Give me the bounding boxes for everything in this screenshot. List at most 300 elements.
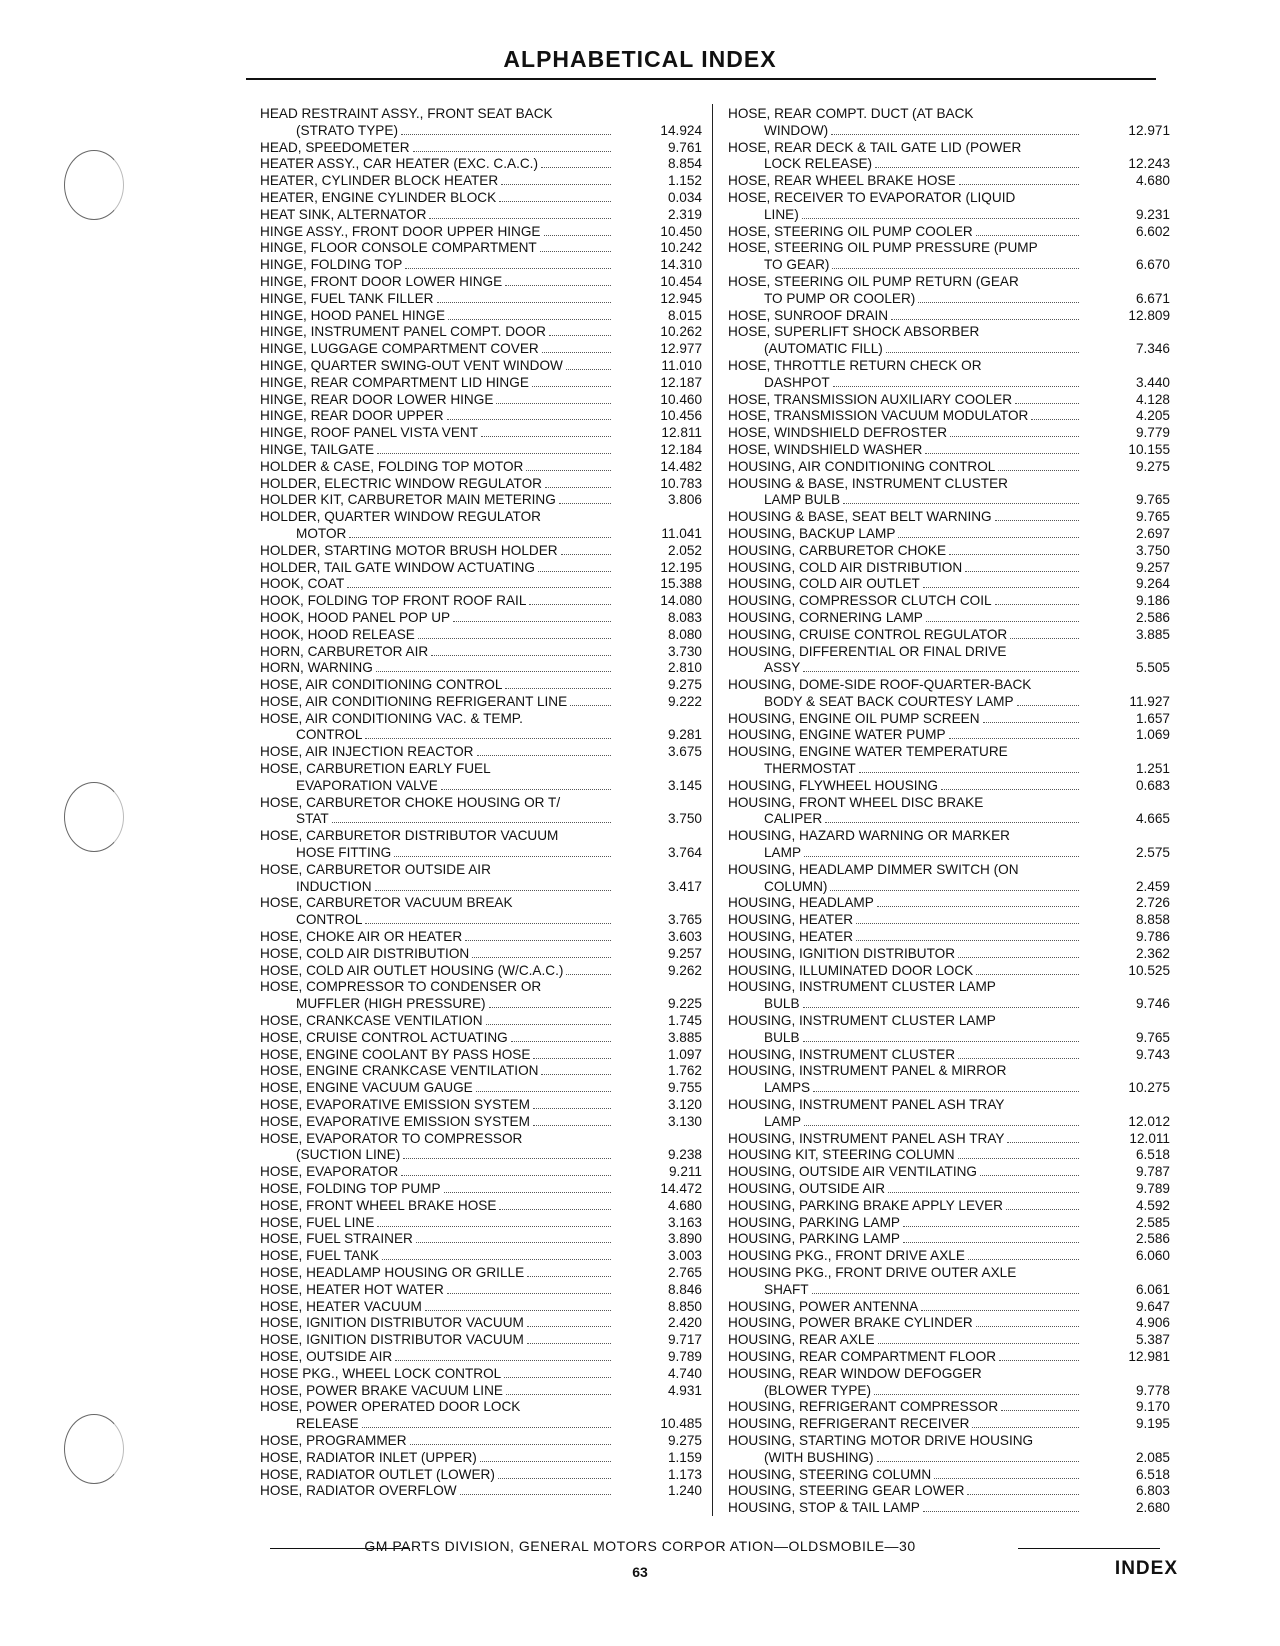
entry-line — [260, 1131, 614, 1148]
index-entry — [260, 375, 702, 392]
entry-description — [260, 1248, 614, 1265]
index-entry — [728, 543, 1170, 560]
entry-reference-number: 2.420 — [667, 1315, 702, 1331]
index-entry — [728, 324, 1170, 358]
entry-description — [260, 1131, 614, 1165]
entry-description — [728, 476, 1082, 510]
entry-line — [260, 1030, 614, 1047]
index-entry — [260, 610, 702, 627]
dot-leader — [431, 645, 611, 656]
dot-leader — [923, 1501, 1079, 1512]
entry-reference-number: 9.755 — [667, 1080, 702, 1096]
entry-text: HINGE, QUARTER SWING-OUT VENT WINDOW — [260, 357, 563, 373]
entry-line — [260, 492, 614, 509]
entry-line — [260, 1097, 614, 1114]
index-entry — [260, 963, 702, 980]
index-entry — [728, 140, 1170, 174]
entry-line — [728, 593, 1082, 610]
entry-reference-number: 14.472 — [660, 1181, 702, 1196]
entry-text: HOUSING PKG., FRONT DRIVE OUTER AXLE — [728, 1264, 1017, 1280]
entry-line — [728, 862, 1082, 879]
index-entry — [260, 1047, 702, 1064]
entry-description — [260, 1063, 614, 1080]
entry-text: HINGE, HOOD PANEL HINGE — [260, 307, 446, 323]
entry-reference-number: 5.387 — [1135, 1332, 1170, 1348]
entry-text: LAMP — [764, 845, 802, 861]
dot-leader — [441, 779, 611, 790]
entry-continuation-line — [260, 123, 614, 140]
entry-reference-number: 2.680 — [1135, 1500, 1170, 1516]
dot-leader — [499, 1199, 611, 1210]
dot-leader — [926, 611, 1079, 622]
entry-text: HEAD, SPEEDOMETER — [260, 139, 410, 155]
entry-description — [728, 677, 1082, 711]
dot-leader — [903, 1232, 1079, 1243]
dot-leader — [429, 208, 611, 219]
footer-text: GM PARTS DIVISION, GENERAL MOTORS CORPOR ATION—OLDSMOBILE—30 — [364, 1538, 916, 1554]
entry-text: HOSE, EVAPORATIVE EMISSION SYSTEM — [260, 1097, 530, 1113]
entry-reference-number: 9.264 — [1135, 576, 1170, 592]
entry-text: HOUSING, FRONT WHEEL DISC BRAKE — [728, 794, 984, 810]
entry-line — [260, 509, 614, 526]
entry-line — [260, 324, 614, 341]
entry-text: HOSE, FRONT WHEEL BRAKE HOSE — [260, 1197, 497, 1213]
index-entry — [260, 156, 702, 173]
dot-leader — [891, 309, 1079, 320]
entry-reference-number: 3.764 — [667, 845, 702, 861]
entry-text: HOUSING, PARKING LAMP — [728, 1214, 900, 1230]
entry-reference-number: 14.482 — [660, 458, 702, 474]
entry-description — [728, 324, 1082, 358]
entry-reference-number: 6.803 — [1135, 1483, 1170, 1499]
dot-leader — [460, 1484, 611, 1495]
dot-leader — [833, 376, 1079, 387]
dot-leader — [541, 1064, 611, 1075]
entry-text: HOUSING, BACKUP LAMP — [728, 525, 896, 541]
index-entry — [728, 173, 1170, 190]
entry-description — [260, 1231, 614, 1248]
index-entry — [260, 341, 702, 358]
index-entry — [260, 795, 702, 829]
entry-reference-number: 9.789 — [667, 1348, 702, 1364]
entry-text: HOUSING, COMPRESSOR CLUTCH COIL — [728, 593, 992, 609]
entry-text: HEATER, ENGINE CYLINDER BLOCK — [260, 189, 497, 205]
entry-line — [728, 1215, 1082, 1232]
entry-line — [728, 778, 1082, 795]
dot-leader — [544, 225, 612, 236]
entry-line — [728, 1265, 1082, 1282]
entry-reference-number: 4.680 — [667, 1197, 702, 1213]
entry-line — [728, 392, 1082, 409]
index-entry — [260, 862, 702, 896]
entry-text: HOSE, RADIATOR OUTLET (LOWER) — [260, 1466, 495, 1482]
entry-description — [728, 1215, 1082, 1232]
entry-line — [260, 476, 614, 493]
entry-continuation-line — [260, 778, 614, 795]
entry-line — [728, 560, 1082, 577]
entry-description — [260, 1080, 614, 1097]
entry-reference-number: 1.069 — [1135, 727, 1170, 743]
entry-line — [260, 308, 614, 325]
entry-reference-number: 12.945 — [660, 290, 702, 306]
entry-line — [728, 1332, 1082, 1349]
index-entry — [728, 1500, 1170, 1517]
dot-leader — [332, 812, 611, 823]
entry-text: HINGE, REAR DOOR LOWER HINGE — [260, 391, 494, 407]
dot-leader — [559, 493, 611, 504]
entry-line — [728, 1147, 1082, 1164]
entry-line — [260, 761, 614, 778]
entry-text: HINGE, TAILGATE — [260, 441, 375, 457]
entry-description — [260, 963, 614, 980]
entry-line — [728, 224, 1082, 241]
entry-continuation-line — [260, 845, 614, 862]
entry-line — [728, 1467, 1082, 1484]
entry-text: CONTROL — [296, 727, 363, 743]
index-entry — [260, 828, 702, 862]
dot-leader — [382, 1249, 611, 1260]
entry-description — [260, 1467, 614, 1484]
entry-reference-number: 11.010 — [661, 357, 702, 373]
index-entry — [260, 644, 702, 661]
index-entry — [728, 576, 1170, 593]
entry-reference-number: 3.885 — [667, 1029, 702, 1045]
entry-text: HOSE, EVAPORATIVE EMISSION SYSTEM — [260, 1113, 530, 1129]
entry-text: HOSE, WINDSHIELD WASHER — [728, 441, 923, 457]
entry-line — [728, 1063, 1082, 1080]
entry-continuation-line — [728, 996, 1082, 1013]
entry-text: HOUSING, HEATER — [728, 912, 854, 928]
dot-leader — [349, 527, 611, 538]
entry-line — [728, 240, 1082, 257]
entry-description — [260, 324, 614, 341]
entry-continuation-line — [728, 291, 1082, 308]
entry-continuation-line — [728, 375, 1082, 392]
entry-line — [260, 610, 614, 627]
entry-description — [728, 560, 1082, 577]
entry-description — [260, 492, 614, 509]
dot-leader — [856, 930, 1079, 941]
dot-leader — [1007, 1132, 1079, 1143]
entry-reference-number: 2.810 — [667, 660, 702, 676]
index-entry — [260, 1198, 702, 1215]
entry-text: HOSE, STEERING OIL PUMP COOLER — [728, 223, 973, 239]
entry-description — [260, 895, 614, 929]
entry-text: HINGE, FOLDING TOP — [260, 257, 403, 273]
entry-text: DASHPOT — [764, 374, 830, 390]
entry-reference-number: 9.238 — [667, 1147, 702, 1163]
entry-text: HOSE, ENGINE CRANKCASE VENTILATION — [260, 1063, 539, 1079]
index-entry — [260, 761, 702, 795]
entry-line — [728, 677, 1082, 694]
entry-reference-number: 12.184 — [660, 441, 702, 457]
entry-line — [728, 963, 1082, 980]
entry-text: HOSE, AIR CONDITIONING CONTROL — [260, 677, 503, 693]
dot-leader — [506, 1384, 611, 1395]
dot-leader — [526, 460, 611, 471]
entry-description — [260, 862, 614, 896]
index-entry — [260, 560, 702, 577]
entry-continuation-line — [728, 761, 1082, 778]
entry-text: STAT — [296, 811, 329, 827]
entry-description — [260, 106, 614, 140]
dot-leader — [377, 443, 611, 454]
entry-text: HINGE ASSY., FRONT DOOR UPPER HINGE — [260, 223, 541, 239]
dot-leader — [425, 1300, 611, 1311]
entry-continuation-line — [728, 1080, 1082, 1097]
entry-reference-number: 9.231 — [1135, 206, 1170, 222]
entry-description — [728, 895, 1082, 912]
entry-description — [260, 1433, 614, 1450]
dot-leader — [527, 1316, 611, 1327]
index-entry — [728, 1147, 1170, 1164]
index-entry — [728, 912, 1170, 929]
entry-description — [260, 459, 614, 476]
entry-line — [260, 593, 614, 610]
entry-line — [728, 1131, 1082, 1148]
entry-line — [260, 190, 614, 207]
footer-rule-right — [1018, 1548, 1160, 1549]
dot-leader — [545, 477, 611, 488]
entry-line — [260, 358, 614, 375]
entry-reference-number: 14.924 — [660, 122, 702, 138]
entry-line — [260, 1215, 614, 1232]
entry-reference-number: 4.680 — [1135, 173, 1170, 189]
index-entry — [728, 946, 1170, 963]
entry-description — [260, 660, 614, 677]
entry-text: HOUSING, REAR COMPARTMENT FLOOR — [728, 1348, 997, 1364]
entry-text: HOSE, WINDSHIELD DEFROSTER — [728, 425, 948, 441]
entry-line — [260, 1366, 614, 1383]
index-entry — [260, 207, 702, 224]
entry-line — [728, 576, 1082, 593]
entry-description — [260, 1164, 614, 1181]
entry-reference-number: 3.806 — [667, 492, 702, 508]
entry-text: HEATER ASSY., CAR HEATER (EXC. C.A.C.) — [260, 156, 538, 172]
index-entry — [260, 744, 702, 761]
index-entry — [728, 1467, 1170, 1484]
entry-text: HOSE, FUEL LINE — [260, 1214, 375, 1230]
entry-reference-number: 9.170 — [1135, 1399, 1170, 1415]
index-entry — [728, 1013, 1170, 1047]
dot-leader — [968, 1249, 1079, 1260]
index-entry — [728, 425, 1170, 442]
index-entry — [728, 1366, 1170, 1400]
entry-description — [728, 1181, 1082, 1198]
index-entry — [260, 106, 702, 140]
dot-leader — [570, 695, 611, 706]
entry-reference-number: 8.080 — [667, 626, 702, 642]
entry-line — [260, 1349, 614, 1366]
index-entry — [728, 1181, 1170, 1198]
entry-line — [260, 543, 614, 560]
dot-leader — [540, 241, 611, 252]
entry-reference-number: 6.671 — [1135, 290, 1170, 306]
entry-reference-number: 10.450 — [660, 223, 702, 239]
entry-reference-number: 4.931 — [667, 1382, 702, 1398]
entry-reference-number: 12.981 — [1128, 1348, 1170, 1364]
entry-line — [260, 291, 614, 308]
index-entry — [728, 476, 1170, 510]
index-entry — [728, 1299, 1170, 1316]
entry-reference-number: 1.251 — [1135, 761, 1170, 777]
entry-reference-number: 6.602 — [1135, 223, 1170, 239]
dot-leader — [1006, 1199, 1079, 1210]
entry-text: HOSE, FUEL TANK — [260, 1248, 380, 1264]
dot-leader — [983, 712, 1079, 723]
dot-leader — [803, 997, 1079, 1008]
entry-text: HOOK, FOLDING TOP FRONT ROOF RAIL — [260, 593, 527, 609]
index-entry — [260, 979, 702, 1013]
entry-description — [728, 1349, 1082, 1366]
entry-text: HOSE, EVAPORATOR — [260, 1164, 399, 1180]
entry-description — [260, 1299, 614, 1316]
entry-reference-number: 10.155 — [1128, 441, 1170, 457]
index-entry — [728, 274, 1170, 308]
entry-continuation-line — [728, 1450, 1082, 1467]
dot-leader — [825, 812, 1079, 823]
index-entry — [260, 946, 702, 963]
entry-line — [260, 795, 614, 812]
dot-leader — [499, 191, 611, 202]
entry-reference-number: 3.003 — [667, 1248, 702, 1264]
entry-reference-number: 9.211 — [668, 1164, 702, 1180]
entry-text: HOSE, PROGRAMMER — [260, 1432, 407, 1448]
entry-line — [260, 1063, 614, 1080]
entry-description — [260, 341, 614, 358]
index-entry — [728, 627, 1170, 644]
dot-leader — [437, 292, 612, 303]
entry-text: HOSE, POWER BRAKE VACUUM LINE — [260, 1382, 503, 1398]
dot-leader — [489, 997, 611, 1008]
entry-line — [728, 543, 1082, 560]
dot-leader — [375, 880, 611, 891]
entry-description — [728, 644, 1082, 678]
index-entry — [260, 240, 702, 257]
index-entry — [260, 358, 702, 375]
entry-reference-number: 6.060 — [1135, 1248, 1170, 1264]
entry-reference-number: 12.012 — [1128, 1113, 1170, 1129]
entry-text: THERMOSTAT — [764, 761, 856, 777]
entry-reference-number: 11.041 — [661, 525, 702, 541]
index-entry — [260, 190, 702, 207]
entry-reference-number: 9.789 — [1135, 1181, 1170, 1196]
dot-leader — [856, 913, 1079, 924]
entry-line — [260, 1013, 614, 1030]
entry-text: HOUSING, CORNERING LAMP — [728, 609, 923, 625]
index-entry — [260, 593, 702, 610]
entry-text: HOUSING, DIFFERENTIAL OR FINAL DRIVE — [728, 643, 1007, 659]
entry-description — [260, 1013, 614, 1030]
entry-continuation-line — [728, 694, 1082, 711]
entry-description — [728, 1332, 1082, 1349]
dot-leader — [995, 594, 1079, 605]
dot-leader — [803, 1031, 1079, 1042]
entry-text: HOSE, CRUISE CONTROL ACTUATING — [260, 1029, 508, 1045]
dot-leader — [859, 762, 1079, 773]
entry-line — [260, 1467, 614, 1484]
dot-leader — [410, 1434, 611, 1445]
entry-continuation-line — [728, 1030, 1082, 1047]
entry-reference-number: 9.186 — [1135, 593, 1170, 609]
entry-reference-number: 6.518 — [1135, 1147, 1170, 1163]
entry-description — [728, 1063, 1082, 1097]
entry-line — [260, 862, 614, 879]
entry-line — [260, 1332, 614, 1349]
entry-description — [728, 1198, 1082, 1215]
entry-text: HOOK, HOOD PANEL POP UP — [260, 609, 451, 625]
entry-line — [728, 1433, 1082, 1450]
entry-continuation-line — [728, 1282, 1082, 1299]
entry-text: HOSE, REAR DECK & TAIL GATE LID (POWER — [728, 139, 1022, 155]
entry-line — [260, 1282, 614, 1299]
entry-reference-number: 9.743 — [1135, 1046, 1170, 1062]
index-entry — [728, 1063, 1170, 1097]
entry-reference-number: 3.440 — [1135, 374, 1170, 390]
entry-text: HOLDER KIT, CARBURETOR MAIN METERING — [260, 492, 556, 508]
index-entry — [728, 929, 1170, 946]
entry-line — [260, 274, 614, 291]
dot-leader — [362, 1417, 611, 1428]
entry-text: HOUSING, INSTRUMENT CLUSTER — [728, 1046, 956, 1062]
dot-leader — [967, 1484, 1079, 1495]
entry-description — [728, 1467, 1082, 1484]
entry-reference-number: 8.083 — [667, 609, 702, 625]
entry-line — [260, 963, 614, 980]
index-entry — [728, 644, 1170, 678]
dot-leader — [448, 309, 611, 320]
index-entry — [260, 677, 702, 694]
entry-description — [260, 1332, 614, 1349]
entry-line — [728, 459, 1082, 476]
dot-leader — [533, 1098, 611, 1109]
index-entry — [260, 660, 702, 677]
entry-line — [260, 1080, 614, 1097]
entry-text: HOUSING, OUTSIDE AIR VENTILATING — [728, 1164, 978, 1180]
entry-line — [260, 207, 614, 224]
entry-description — [728, 610, 1082, 627]
dot-leader — [481, 426, 611, 437]
entry-line — [260, 106, 614, 123]
dot-leader — [566, 964, 611, 975]
entry-reference-number: 2.575 — [1135, 845, 1170, 861]
entry-text: HOUSING, INSTRUMENT CLUSTER LAMP — [728, 979, 996, 995]
entry-line — [260, 392, 614, 409]
entry-description — [728, 392, 1082, 409]
index-entry — [728, 1265, 1170, 1299]
entry-line — [260, 1483, 614, 1500]
entry-line — [260, 694, 614, 711]
entry-description — [260, 1315, 614, 1332]
entry-line — [728, 1097, 1082, 1114]
entry-reference-number: 9.765 — [1135, 509, 1170, 525]
entry-reference-number: 3.730 — [667, 643, 702, 659]
entry-reference-number: 10.783 — [660, 475, 702, 491]
entry-text: HOUSING, STARTING MOTOR DRIVE HOUSING — [728, 1432, 1034, 1448]
entry-text: HOSE, COLD AIR OUTLET HOUSING (W/C.A.C.) — [260, 962, 564, 978]
dot-leader — [877, 896, 1079, 907]
dot-leader — [934, 1468, 1079, 1479]
entry-description — [260, 190, 614, 207]
entry-continuation-line — [260, 526, 614, 543]
entry-line — [728, 1483, 1082, 1500]
entry-reference-number: 2.586 — [1135, 1231, 1170, 1247]
entry-description — [728, 795, 1082, 829]
entry-description — [260, 1399, 614, 1433]
entry-description — [728, 173, 1082, 190]
index-entry — [260, 711, 702, 745]
entry-text: TO PUMP OR COOLER) — [764, 290, 916, 306]
